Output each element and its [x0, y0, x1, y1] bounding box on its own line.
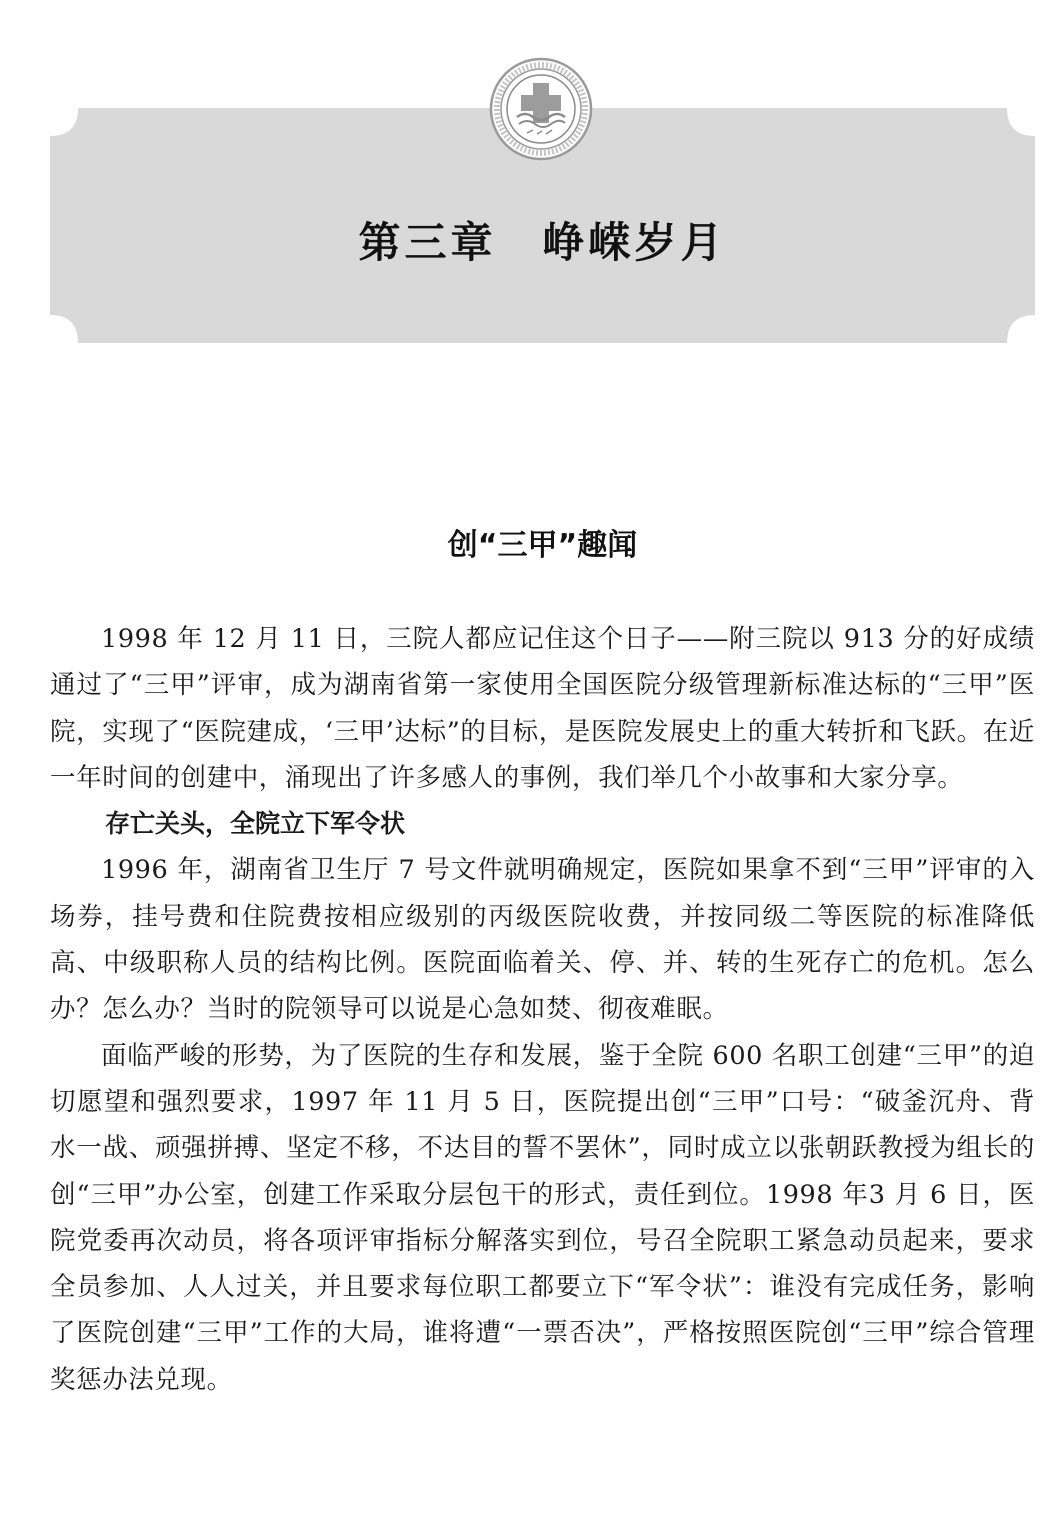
article-body: [50, 616, 1035, 1403]
section-title: 创“三甲”趣闻: [447, 528, 638, 563]
hospital-emblem-icon: [489, 57, 593, 161]
chapter-title: 第三章 峥嵘岁月: [358, 218, 727, 267]
paragraph-intro: 1998 年 12 月 11 日，三院人都应记住这个日子——附三院以 913 分的好成绩通过了“三甲”评审，成为湖南省第一家使用全国医院分级管理新标准达标的“三甲”医院，实现了“医院建成，‘三甲’达标”的目标，是医院发展史上的重大转折和飞跃。在近一年时间的创建中，涌现出了许多感人的事例，我们举几个小故事和大家分享。: [50, 624, 1035, 793]
paragraph-mobilization: 面临严峻的形势，为了医院的生存和发展，鉴于全院 600 名职工创建“三甲”的迫切愿望和强烈要求，1997 年 11 月 5 日，医院提出创“三甲”口号：“破釜沉舟、背水一战、顽强拼搏、坚定不移，不达目的誓不罢休”，同时成立以张朝跃教授为组长的创“三甲”办公室，创建工作采取分层包干的形式，责任到位。1998 年3 月 6 日，医院党委再次动员，将各项评审指标分解落实到位，号召全院职工紧急动员起来，要求全员参加、人人过关，并且要求每位职工都要立下“军令状”：谁没有完成任务，影响了医院创建“三甲”工作的大局，谁将遭“一票否决”，严格按照医院创“三甲”综合管理奖惩办法兑现。: [50, 1040, 1035, 1395]
paragraph-1996: 1996 年，湖南省卫生厅 7 号文件就明确规定，医院如果拿不到“三甲”评审的入场券，挂号费和住院费按相应级别的丙级医院收费，并按同级二等医院的标准降低高、中级职称人员的结构比例。医院面临着关、停、并、转的生死存亡的危机。怎么办？怎么办？当时的院领导可以说是心急如焚、彻夜难眠。: [50, 855, 1035, 1025]
subheading: 存亡关头，全院立下军令状: [105, 809, 406, 839]
